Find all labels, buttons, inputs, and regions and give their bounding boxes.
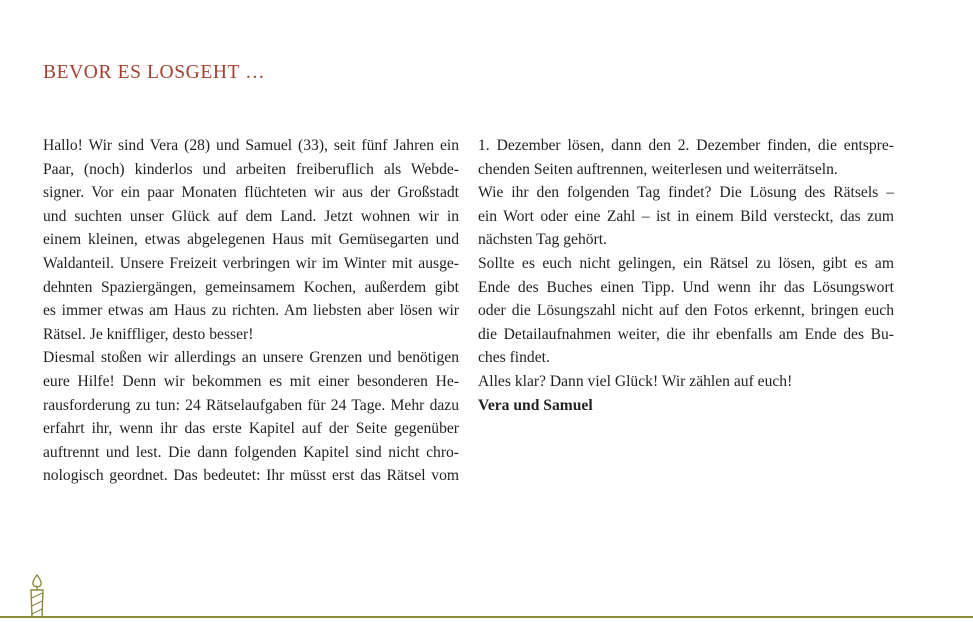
left-column (43, 134, 459, 488)
text-line: ches findet. (478, 349, 550, 367)
continuation-paragraph (478, 134, 894, 181)
text-line: Hallo! Wir sind Vera (28) und Samuel (33), seit fünf Jahren ein (43, 137, 459, 154)
text-line: Rätsel. Je kniffliger, desto besser! (43, 325, 254, 343)
challenge-paragraph (43, 346, 459, 488)
next-day-paragraph (478, 181, 894, 252)
text-line: es immer etwas am Haus zu richten. Am liebsten aber lösen wir (43, 302, 459, 320)
closing-paragraph (478, 370, 894, 394)
text-line: Diesmal stoßen wir allerdings an unsere Grenzen und benötigen (43, 349, 459, 367)
text-line: einem kleinen, etwas abgelegenen Haus mit Gemüsegarten und (43, 231, 459, 249)
text-line: 1. Dezember lösen, dann den 2. Dezember finden, die entspre- (478, 137, 894, 154)
text-line: nologisch geordnet. Das bedeutet: Ihr müsst erst das Rätsel vom (43, 467, 459, 485)
text-line: Alles klar? Dann viel Glück! Wir zählen auf euch! (478, 372, 793, 390)
hint-paragraph (478, 252, 894, 370)
text-line: Sollte es euch nicht gelingen, ein Rätsel zu lösen, gibt es am (478, 254, 894, 272)
right-column (478, 134, 894, 417)
text-line: erfahrt ihr, wenn ihr das erste Kapitel auf der Seite gegenüber (43, 420, 459, 438)
text-line: Waldanteil. Unsere Freizeit verbringen wir im Winter mit ausge- (43, 254, 459, 272)
text-line: nächsten Tag gehört. (478, 231, 607, 249)
text-line: dehnten Spaziergängen, gemeinsamem Kochen, außerdem gibt (43, 278, 459, 296)
text-line: auftrennt und lest. Die dann folgenden Kapitel sind nicht chro- (43, 443, 459, 461)
footer-rule (0, 616, 973, 618)
intro-paragraph (43, 134, 459, 346)
text-line: eure Hilfe! Denn wir bekommen es mit einer besonderen He- (43, 372, 459, 390)
text-line: Ende des Buches einen Tipp. Und wenn ihr das Lösungswort (478, 278, 894, 296)
text-line: chenden Seiten auftrennen, weiterlesen und weiterrätseln. (478, 160, 838, 178)
text-line: rausforderung zu tun: 24 Rätselaufgaben für 24 Tage. Mehr dazu (43, 396, 459, 414)
text-line: signer. Vor ein paar Monaten flüchteten wir aus der Großstadt (43, 184, 459, 202)
text-line: die Detailaufnahmen weiter, die ihr ebenfalls am Ende des Bu- (478, 325, 894, 343)
text-line: Paar, (noch) kinderlos und arbeiten freiberuflich als Webde- (43, 160, 459, 178)
candle-icon (27, 574, 47, 618)
text-line: und suchten unser Glück auf dem Land. Jetzt wohnen wir in (43, 207, 459, 225)
text-line: ein Wort oder eine Zahl – ist in einem Bild versteckt, das zum (478, 207, 894, 225)
signature: Vera und Samuel (478, 396, 593, 414)
text-line: oder die Lösungszahl nicht auf den Fotos erkennt, bringen euch (478, 302, 894, 320)
text-line: Wie ihr den folgenden Tag findet? Die Lösung des Rätsels – (478, 184, 894, 202)
page-heading: BEVOR ES LOSGEHT … (43, 62, 266, 83)
